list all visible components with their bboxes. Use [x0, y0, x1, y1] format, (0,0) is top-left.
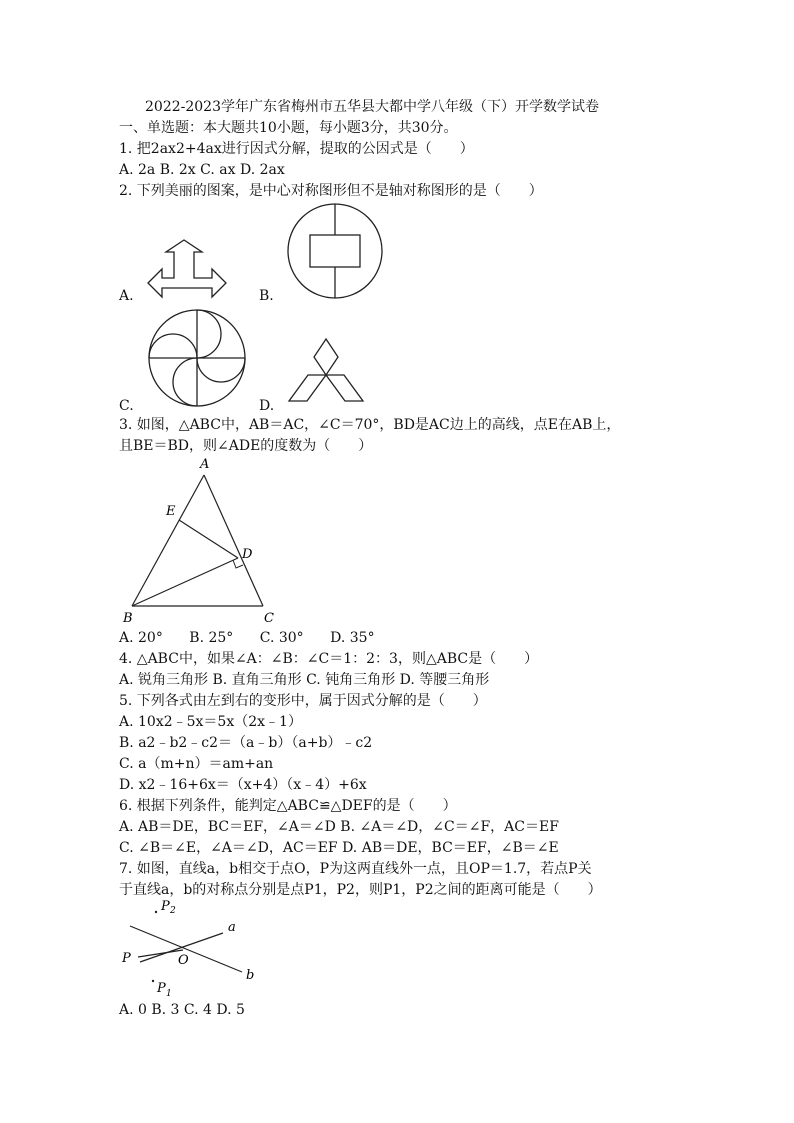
q5-option-a: A. 10x2﹣5x＝5x（2x﹣1） — [119, 714, 302, 730]
q7-stem-line2: 于直线a，b的对称点分别是点P1，P2，则P1，P2之间的距离可能是（ ） — [119, 882, 602, 898]
q7-lines-figure — [118, 896, 268, 1000]
q7-line-b-label: b — [246, 968, 255, 983]
q3-option-a: A. 20° — [119, 630, 163, 646]
q2-figure-d-three-diamonds — [285, 335, 367, 405]
q4-options: A. 锐角三角形 B. 直角三角形 C. 钝角三角形 D. 等腰三角形 — [119, 672, 490, 688]
q7-line-a-label: a — [228, 920, 236, 935]
q3-point-d-label: D — [242, 547, 253, 562]
q7-stem-line1: 7. 如图，直线a，b相交于点O，P为这两直线外一点，且OP＝1.7，若点P关 — [119, 861, 592, 877]
q1-stem: 1. 把2ax2+4ax进行因式分解，提取的公因式是（ ） — [119, 141, 474, 157]
q7-point-p2-label: P — [161, 899, 170, 914]
q3-point-e-label: E — [166, 504, 176, 519]
q4-stem: 4. △ABC中，如果∠A：∠B：∠C＝1：2：3，则△ABC是（ ） — [119, 651, 539, 667]
q5-option-c: C. a（m+n）＝am+an — [119, 756, 274, 772]
q5-option-b: B. a2﹣b2﹣c2＝（a﹣b）（a+b）﹣c2 — [119, 735, 373, 751]
q2-figure-b-circle-rect — [285, 201, 385, 301]
q2-option-c-label: C. — [119, 398, 134, 414]
section-heading: 一、单选题：本大题共10小题，每小题3分，共30分。 — [119, 120, 458, 136]
q3-point-a-label: A — [200, 457, 210, 472]
q6-options-line2: C. ∠B＝∠E，∠A＝∠D，AC＝EF D. AB＝DE，BC＝EF，∠B＝∠E — [119, 840, 559, 856]
q3-stem-line2: 且BE＝BD，则∠ADE的度数为（ ） — [119, 438, 373, 454]
q7-options: A. 0 B. 3 C. 4 D. 5 — [119, 1002, 245, 1018]
q3-option-c: C. 30° — [259, 630, 304, 646]
q6-options-line1: A. AB＝DE，BC＝EF，∠A＝∠D B. ∠A＝∠D，∠C＝∠F，AC＝EF — [119, 819, 559, 835]
q2-option-a-label: A. — [119, 288, 134, 304]
page-title: 2022-2023学年广东省梅州市五华县大都中学八年级（下）开学数学试卷 — [145, 99, 599, 115]
q7-point-p1-label: P — [157, 981, 166, 996]
q3-stem-line1: 3. 如图，△ABC中，AB＝AC，∠C＝70°，BD是AC边上的高线，点E在AB上， — [119, 417, 621, 433]
q3-option-d: D. 35° — [330, 630, 375, 646]
q5-stem: 5. 下列各式由左到右的变形中，属于因式分解的是（ ） — [119, 693, 487, 709]
q2-stem: 2. 下列美丽的图案，是中心对称图形但不是轴对称图形的是（ ） — [119, 183, 543, 199]
q3-point-c-label: C — [264, 611, 274, 626]
q2-option-b-label: B. — [259, 288, 274, 304]
q2-figure-a-arrows — [146, 238, 238, 300]
q7-point-p1-subscript: 1 — [166, 989, 172, 999]
q7-point-p-label: P — [122, 951, 131, 966]
q3-options — [119, 628, 375, 648]
q3-point-b-label: B — [123, 611, 133, 626]
q1-options: A. 2a B. 2x C. ax D. 2ax — [119, 162, 285, 178]
q2-option-d-label: D. — [259, 398, 275, 414]
q3-triangle-figure — [118, 455, 288, 630]
q2-figure-c-pinwheel — [146, 307, 248, 409]
q3-option-b: B. 25° — [189, 630, 234, 646]
q6-stem: 6. 根据下列条件，能判定△ABC≌△DEF的是（ ） — [119, 798, 457, 814]
q7-point-p2-subscript: 2 — [170, 906, 176, 916]
q7-point-o-label: O — [178, 953, 189, 968]
q5-option-d: D. x2﹣16+6x＝（x+4）（x﹣4）+6x — [119, 777, 367, 793]
